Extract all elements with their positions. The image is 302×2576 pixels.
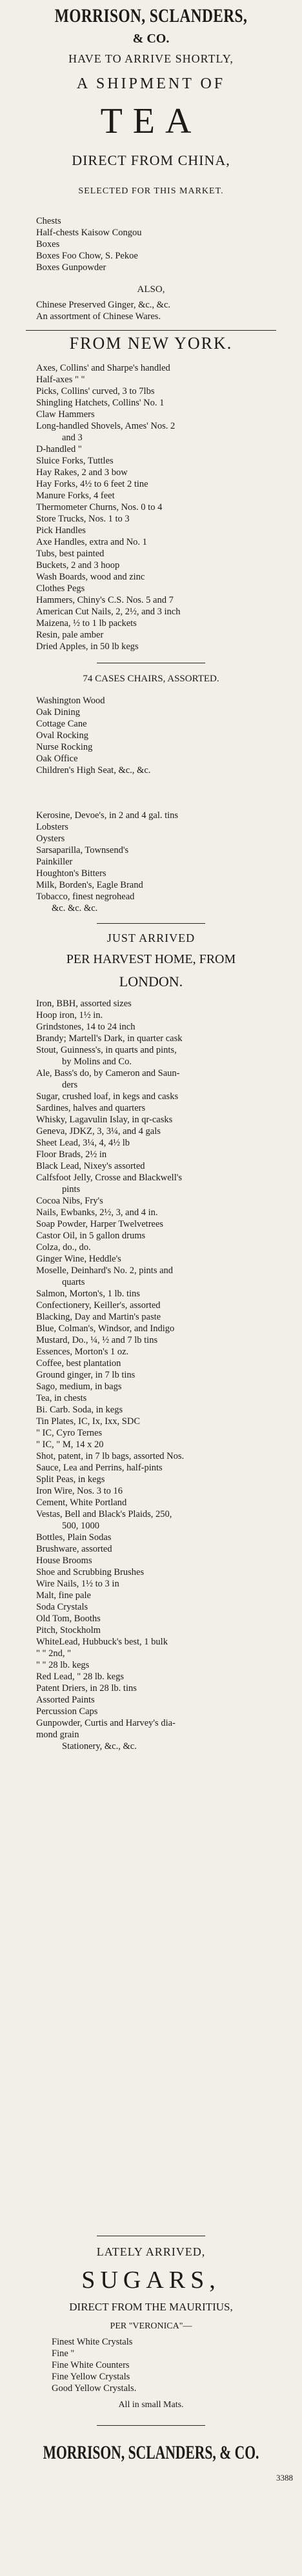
list-item: Iron, BBH, assorted sizes (36, 999, 132, 1009)
list-item: " IC, " M, 14 x 20 (36, 1439, 104, 1450)
list-item: Castor Oil, in 5 gallon drums (36, 1231, 146, 1241)
list-item: Maizena, ½ to 1 lb packets (36, 618, 137, 629)
list-item: Stout, Guinness's, in quarts and pints, (36, 1045, 177, 1055)
list-item: 500, 1000 (62, 1521, 99, 1531)
list-item: by Molins and Co. (62, 1057, 132, 1067)
list-item: mond grain (36, 1730, 79, 1740)
list-item: Chests (36, 216, 61, 226)
list-item: WhiteLead, Hubbuck's best, 1 bulk (36, 1637, 168, 1647)
list-item: Gunpowder, Curtis and Harvey's dia- (36, 1718, 176, 1728)
list-item: Oysters (36, 834, 65, 844)
list-item: Moselle, Deinhard's No. 2, pints and (36, 1265, 174, 1276)
list-item: &c. &c. &c. (52, 903, 98, 913)
list-item: Bi. Carb. Soda, in kegs (36, 1405, 123, 1415)
list-item: Boxes (36, 239, 60, 249)
selected-line: SELECTED FOR THIS MARKET. (78, 186, 224, 196)
list-item: Clothes Pegs (36, 583, 85, 594)
list-item: Sluice Forks, Tuttles (36, 456, 114, 466)
list-item: Iron Wire, Nos. 3 to 16 (36, 1486, 123, 1496)
divider (26, 330, 276, 331)
list-item: Hay Rakes, 2 and 3 bow (36, 467, 128, 478)
list-item: American Cut Nails, 2, 2½, and 3 inch (36, 607, 181, 617)
list-item: Sardines, halves and quarters (36, 1103, 146, 1113)
list-item: Chinese Preserved Ginger, &c., &c. (36, 300, 170, 310)
list-item: Long-handled Shovels, Ames' Nos. 2 (36, 421, 176, 431)
list-item: Confectionery, Keiller's, assorted (36, 1300, 161, 1311)
list-item: Good Yellow Crystals. (52, 2383, 137, 2394)
list-item: quarts (62, 1277, 85, 1287)
footer-firm-name: MORRISON, SCLANDERS, & CO. (43, 2442, 259, 2463)
list-item: Patent Driers, in 28 lb. tins (36, 1683, 137, 1693)
list-item: D-handled " (36, 444, 82, 454)
list-item: Milk, Borden's, Eagle Brand (36, 880, 143, 890)
list-item: Tin Plates, IC, Ix, Ixx, SDC (36, 1416, 141, 1427)
also-list (0, 299, 302, 322)
list-item: Ground ginger, in 7 lb tins (36, 1370, 136, 1380)
tea-title: TEA (100, 101, 202, 141)
list-item: Axes, Collins' and Sharpe's handled (36, 363, 170, 373)
list-item: Ale, Bass's do, by Cameron and Saun- (36, 1068, 180, 1078)
list-item: Blacking, Day and Martin's paste (36, 1312, 161, 1322)
list-item: Cottage Cane (36, 719, 87, 729)
list-item: Oval Rocking (36, 730, 88, 741)
list-item: and 3 (62, 433, 83, 443)
chairs-heading: 74 CASES CHAIRS, ASSORTED. (83, 674, 219, 684)
list-item: Houghton's Bitters (36, 868, 106, 879)
list-item: Black Lead, Nixey's assorted (36, 1161, 145, 1171)
small-mats-line: All in small Mats. (118, 2400, 184, 2410)
list-item: Brandy; Martell's Dark, in quarter cask (36, 1033, 183, 1044)
veronica-heading: PER "VERONICA"— (110, 2321, 192, 2331)
shipment-line: A SHIPMENT OF (76, 75, 226, 92)
new-york-list (0, 362, 302, 652)
list-item: pints (62, 1184, 81, 1195)
list-item: Soda Crystals (36, 1602, 88, 1612)
list-item: Colza, do., do. (36, 1242, 91, 1253)
harvest-home-heading: PER HARVEST HOME, FROM (66, 952, 236, 966)
harvest-list (0, 998, 302, 1764)
list-item: Brushware, assorted (36, 1544, 112, 1554)
list-item: Malt, fine pale (36, 1590, 91, 1601)
list-item: Floor Brads, 2½ in (36, 1149, 107, 1160)
list-item: Old Tom, Booths (36, 1614, 101, 1624)
list-item: Bottles, Plain Sodas (36, 1532, 112, 1543)
list-item: Grindstones, 14 to 24 inch (36, 1022, 136, 1032)
list-item: Children's High Seat, &c., &c. (36, 765, 151, 776)
list-item: " " 28 lb. kegs (36, 1660, 90, 1670)
list-item: Pitch, Stockholm (36, 1625, 101, 1635)
list-item: House Brooms (36, 1556, 92, 1566)
list-item: Boxes Gunpowder (36, 262, 106, 273)
list-item: Tea, in chests (36, 1393, 87, 1403)
list-item: " " 2nd, " (36, 1648, 72, 1659)
list-item: Hammers, Chiny's C.S. Nos. 5 and 7 (36, 595, 174, 605)
list-item: Cement, White Portland (36, 1498, 127, 1508)
list-item: Soap Powder, Harper Twelvetrees (36, 1219, 164, 1229)
list-item: " IC, Cyro Ternes (36, 1428, 103, 1438)
list-item: Wire Nails, 1½ to 3 in (36, 1579, 119, 1589)
list-item: Blue, Colman's, Windsor, and Indigo (36, 1323, 175, 1334)
mauritius-heading: DIRECT FROM THE MAURITIUS, (69, 2301, 233, 2313)
also-heading: ALSO, (137, 284, 165, 295)
list-item: Geneva, JDKZ, 3, 3¼, and 4 gals (36, 1126, 161, 1137)
list-item: Pick Handles (36, 525, 86, 536)
list-item: Mustard, Do., ¼, ½ and 7 lb tins (36, 1335, 158, 1345)
list-item: Hay Forks, 4½ to 6 feet 2 tine (36, 479, 148, 489)
list-item: Axe Handles, extra and No. 1 (36, 537, 147, 547)
list-item: An assortment of Chinese Wares. (36, 311, 161, 322)
list-item: Dried Apples, in 50 lb kegs (36, 641, 139, 652)
list-item: Cocoa Nibs, Fry's (36, 1196, 103, 1206)
list-item: Resin, pale amber (36, 630, 104, 640)
list-item: Painkiller (36, 857, 73, 867)
list-item: Sauce, Lea and Perrins, half-pints (36, 1463, 163, 1473)
list-item: Wash Boards, wood and zinc (36, 572, 145, 582)
list-item: Assorted Paints (36, 1695, 95, 1705)
list-item: Sarsaparilla, Townsend's (36, 845, 129, 855)
firm-co: & CO. (132, 32, 170, 46)
just-arrived-heading: JUST ARRIVED (106, 932, 196, 944)
list-item: Ginger Wine, Heddle's (36, 1254, 121, 1264)
sugars-list (0, 2336, 302, 2394)
list-item: Washington Wood (36, 696, 105, 706)
list-item: Kerosine, Devoe's, in 2 and 4 gal. tins (36, 810, 179, 821)
lately-arrived-heading: LATELY ARRIVED, (96, 2245, 206, 2258)
list-item: Shingling Hatchets, Collins' No. 1 (36, 398, 165, 408)
list-item: Nurse Rocking (36, 742, 93, 752)
divider (97, 923, 205, 924)
list-item: Fine White Counters (52, 2360, 130, 2370)
list-item: Manure Forks, 4 feet (36, 491, 115, 501)
list-item: Coffee, best plantation (36, 1358, 121, 1369)
list-item: Boxes Foo Chow, S. Pekoe (36, 251, 138, 261)
list-item: Fine Yellow Crystals (52, 2372, 130, 2382)
reference-number: 3388 (276, 2473, 293, 2483)
list-item: Hoop iron, 1½ in. (36, 1010, 103, 1020)
list-item: Thermometer Churns, Nos. 0 to 4 (36, 502, 163, 512)
list-item: Essences, Morton's 1 oz. (36, 1347, 129, 1357)
divider (97, 2425, 205, 2426)
list-item: Calfsfoot Jelly, Crosse and Blackwell's (36, 1173, 182, 1183)
firm-name: MORRISON, SCLANDERS, (54, 5, 248, 26)
list-item: Lobsters (36, 822, 68, 832)
list-item: Red Lead, " 28 lb. kegs (36, 1672, 124, 1682)
list-item: Vestas, Bell and Black's Plaids, 250, (36, 1509, 172, 1519)
direct-china-line: DIRECT FROM CHINA, (72, 152, 230, 168)
list-item: Claw Hammers (36, 409, 95, 420)
list-item: Finest White Crystals (52, 2337, 133, 2347)
list-item: Nails, Ewbanks, 2½, 3, and 4 in. (36, 1207, 158, 1218)
london-heading: LONDON. (119, 973, 183, 990)
new-york-heading: FROM NEW YORK. (69, 334, 233, 353)
list-item: Oak Office (36, 754, 78, 764)
list-item: Sago, medium, in bags (36, 1381, 122, 1392)
misc-list (0, 810, 302, 914)
list-item: Stationery, &c., &c. (62, 1741, 137, 1751)
list-item: Buckets, 2 and 3 hoop (36, 560, 120, 571)
chairs-list (0, 695, 302, 776)
list-item: Half-chests Kaisow Congou (36, 228, 142, 238)
list-item: Tobacco, finest negrohead (36, 892, 135, 902)
sugars-title: SUGARS, (81, 2267, 221, 2294)
list-item: Salmon, Morton's, 1 lb. tins (36, 1289, 140, 1299)
list-item: Oak Dining (36, 707, 81, 717)
list-item: Split Peas, in kegs (36, 1474, 105, 1485)
list-item: Shot, patent, in 7 lb bags, assorted Nos. (36, 1451, 185, 1461)
arrive-line: HAVE TO ARRIVE SHORTLY, (68, 52, 234, 65)
list-item: Sheet Lead, 3¼, 4, 4½ lb (36, 1138, 130, 1148)
list-item: Sugar, crushed loaf, in kegs and casks (36, 1091, 179, 1102)
list-item: Fine " (52, 2348, 75, 2359)
list-item: Percussion Caps (36, 1706, 98, 1717)
list-item: Store Trucks, Nos. 1 to 3 (36, 514, 130, 524)
list-item: Shoe and Scrubbing Brushes (36, 1567, 145, 1577)
list-item: Tubs, best painted (36, 549, 105, 559)
list-item: Half-axes " " (36, 375, 85, 385)
list-item: Picks, Collins' curved, 3 to 7lbs (36, 386, 155, 396)
list-item (0, 1752, 302, 1764)
list-item: Whisky, Lagavulin Islay, in qr-casks (36, 1115, 173, 1125)
list-item: ders (62, 1080, 78, 1090)
tea-list (0, 215, 302, 273)
